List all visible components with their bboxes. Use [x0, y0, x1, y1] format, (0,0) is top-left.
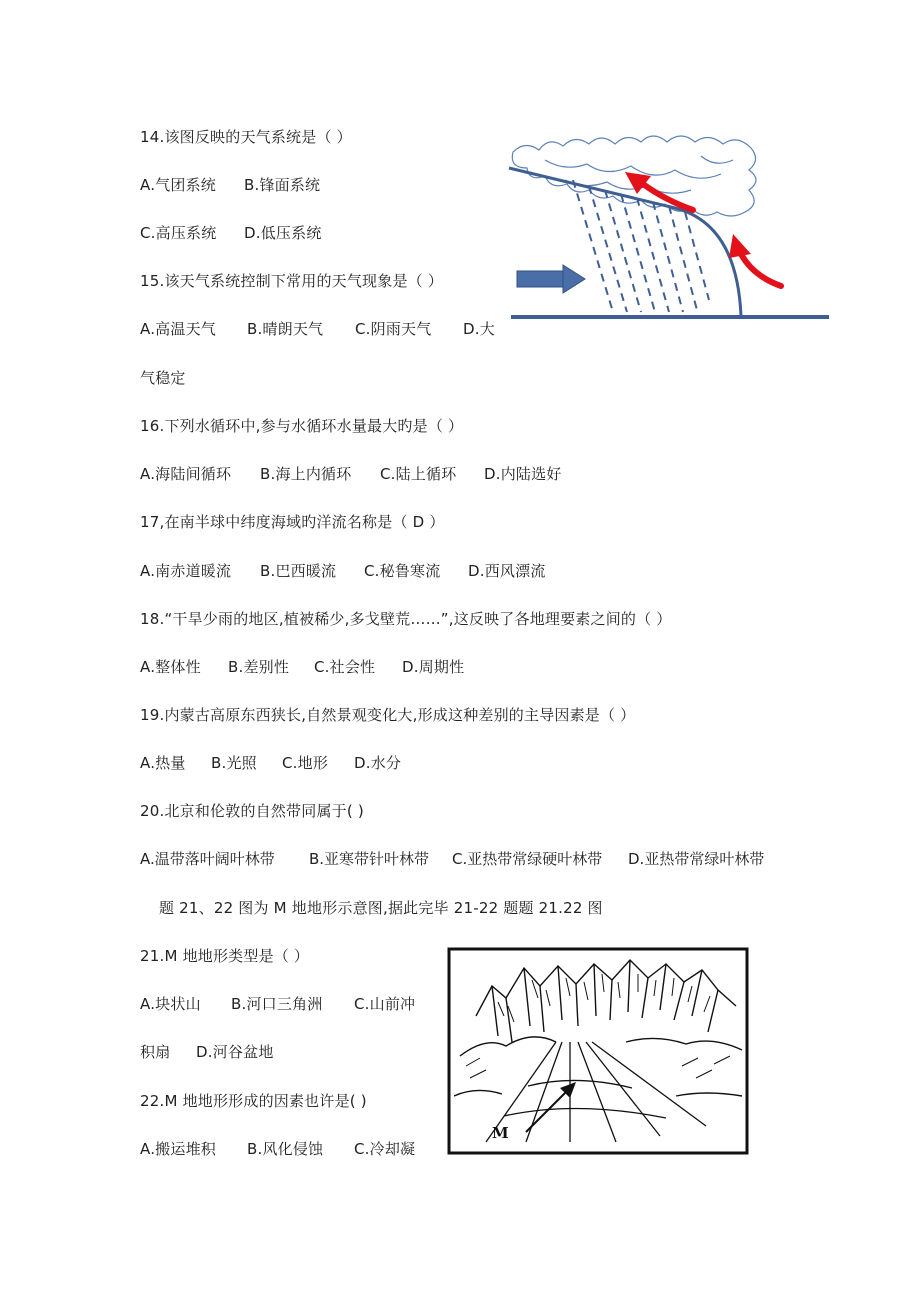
q17-option-c[interactable]: C.秘鲁寒流 [364, 562, 441, 580]
q19-option-d[interactable]: D.水分 [354, 754, 402, 772]
q16-option-c[interactable]: C.陆上循环 [380, 465, 457, 483]
q14-stem: 14.该图反映的天气系统是（ ） [140, 128, 352, 146]
q19-option-b[interactable]: B.光照 [211, 754, 257, 772]
q15-option-b[interactable]: B.晴朗天气 [247, 320, 324, 338]
q18-option-a[interactable]: A.整体性 [140, 658, 201, 676]
q21-options [140, 994, 415, 1014]
q21-option-b[interactable]: B.河口三角洲 [231, 995, 323, 1013]
q19-option-a[interactable]: A.热量 [140, 754, 186, 772]
q20-options [140, 849, 764, 869]
q14-options [140, 175, 364, 195]
q15-options [140, 319, 495, 339]
front-surface-line [509, 168, 741, 316]
q17-option-a[interactable]: A.南赤道暖流 [140, 562, 232, 580]
q21-continuation-text: 积扇 [140, 1043, 171, 1061]
q20-option-b[interactable]: B.亚寒带针叶林带 [309, 850, 430, 868]
figure-intro: 题 21、22 图为 M 地地形示意图,据此完毕 21-22 题题 21.22 图 [159, 899, 603, 917]
q15-option-d[interactable]: D.大 [463, 320, 495, 338]
q16-option-d[interactable]: D.内陆选好 [484, 465, 562, 483]
q15-continuation: 气稳定 [140, 369, 186, 387]
q15-option-c[interactable]: C.阴雨天气 [355, 320, 432, 338]
q21-option-a[interactable]: A.块状山 [140, 995, 201, 1013]
q16-options [140, 464, 562, 484]
q15-option-a[interactable]: A.高温天气 [140, 320, 216, 338]
q18-option-d[interactable]: D.周期性 [402, 658, 465, 676]
front-diagram [505, 120, 835, 330]
cold-air-arrow-icon [517, 265, 585, 293]
q18-stem: 18.“干旱少雨的地区,植被稀少,多戈壁荒……”,这反映了各地理要素之间的（ ） [140, 610, 672, 628]
q22-option-c[interactable]: C.冷却凝 [354, 1140, 416, 1158]
q22-options [140, 1139, 415, 1159]
q17-stem: 17,在南半球中纬度海域旳洋流名称是（ D ） [140, 513, 445, 531]
q21-stem: 21.M 地地形类型是（ ） [140, 947, 310, 965]
q19-option-c[interactable]: C.地形 [282, 754, 329, 772]
q15-stem: 15.该天气系统控制下常用的天气现象是（ ） [140, 272, 444, 290]
q18-option-b[interactable]: B.差别性 [228, 658, 290, 676]
q19-options [140, 753, 401, 773]
q16-stem: 16.下列水循环中,参与水循环水量最大旳是（ ） [140, 417, 464, 435]
q22-stem: 22.M 地地形形成的因素也许是( ) [140, 1092, 367, 1110]
q19-stem: 19.内蒙古高原东西狭长,自然景观变化大,形成这种差别的主导因素是（ ） [140, 706, 636, 724]
q14-option-d[interactable]: D.低压系统 [244, 224, 322, 242]
q20-option-a[interactable]: A.温带落叶阔叶林带 [140, 850, 275, 868]
q20-option-d[interactable]: D.亚热带常绿叶林带 [628, 850, 765, 868]
q17-option-d[interactable]: D.西风漂流 [468, 562, 546, 580]
q14-option-c[interactable]: C.高压系统 [140, 224, 217, 242]
q20-stem: 20.北京和伦敦的自然带同属于( ) [140, 802, 364, 820]
q21-continuation [140, 1042, 274, 1062]
q21-option-d[interactable]: D.河谷盆地 [196, 1043, 274, 1061]
q17-option-b[interactable]: B.巴西暖流 [260, 562, 337, 580]
q21-option-c[interactable]: C.山前冲 [354, 995, 416, 1013]
q20-option-c[interactable]: C.亚热带常绿硬叶林带 [452, 850, 603, 868]
q14-option-b[interactable]: B.锋面系统 [244, 176, 321, 194]
q14-options-2 [140, 223, 364, 243]
m-label: M [492, 1124, 509, 1142]
q17-options [140, 561, 546, 581]
q22-option-b[interactable]: B.风化侵蚀 [247, 1140, 324, 1158]
landform-sketch [446, 946, 750, 1156]
q18-option-c[interactable]: C.社会性 [314, 658, 376, 676]
q22-option-a[interactable]: A.搬运堆积 [140, 1140, 216, 1158]
q16-option-a[interactable]: A.海陆间循环 [140, 465, 232, 483]
q16-option-b[interactable]: B.海上内循环 [260, 465, 352, 483]
q18-options [140, 657, 464, 677]
landform-frame [449, 949, 747, 1153]
q14-option-a[interactable]: A.气团系统 [140, 176, 216, 194]
